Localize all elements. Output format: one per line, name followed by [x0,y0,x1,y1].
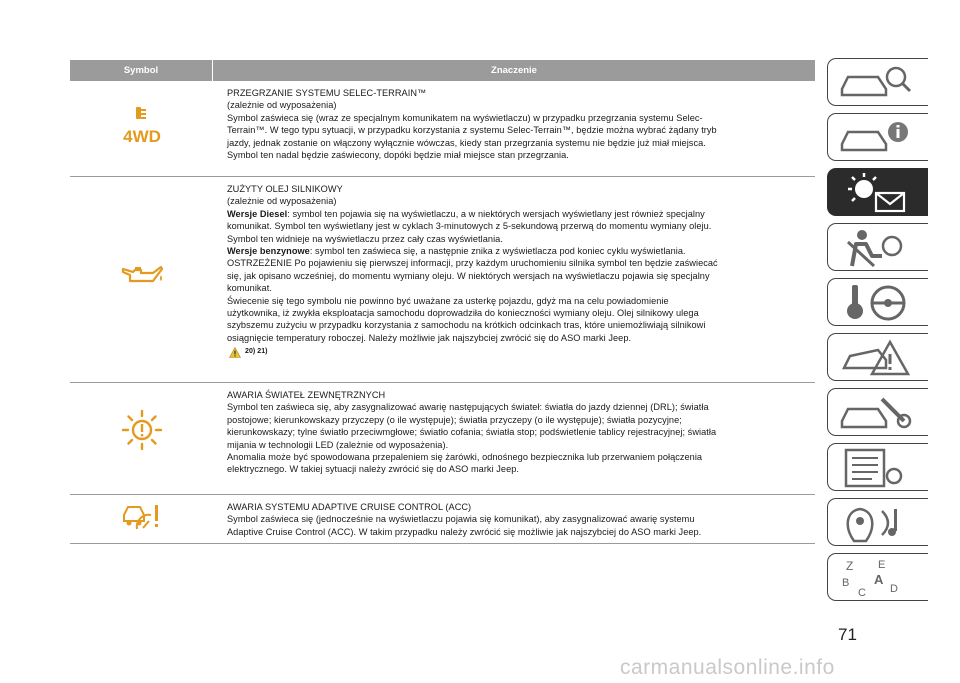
table-row [70,495,815,544]
row-text: użytkownika, iż zwykła eksploatacja samochodu doprowadziła do konieczności wymiany oleju. Olej silnikowy ulega [227,308,699,319]
row-text: Anomalia może być spowodowana przepaleniem się żarówki, odnośnego bezpiecznika lub przerwaniem połączenia [227,452,703,463]
row-text: jazdy, jednak zostanie on włączony wyłącznie wówczas, kiedy stan przegrzania systemu nie będzie już miał miejsca. [227,137,706,148]
specifications-list-icon [838,446,918,490]
row-text: mijania w technologii LED (zależnie od wyposażenia). [227,439,449,450]
row-text: Symbol zaświeca się (jednocześnie na wyświetlaczu pojawia się komunikat), aby zasygnalizować awarię systemu [227,514,695,525]
tab-index[interactable] [827,553,928,601]
row-text: OSTRZEŻENIE Po pojawieniu się pierwszej informacji, przy każdym uruchomieniu silnika symbol ten będzie zaświecać [227,258,718,269]
row-title: ZUŻYTY OLEJ SILNIKOWY [227,184,343,194]
description-cell [213,495,815,543]
row-text: elektrycznego. W takiej sytuacji należy zwrócić się do ASO marki Jeep. [227,464,519,475]
table-row [70,81,815,177]
row-title: AWARIA SYSTEMU ADAPTIVE CRUISE CONTROL (ACC) [227,502,472,512]
row-text: Symbol zaświeca się (wraz ze specjalnym komunikatem na wyświetlaczu) w przypadku przegrzania systemu Selec- [227,112,703,123]
4wd-selec-terrain-warning-icon [117,106,167,150]
car-wrench-icon [838,391,918,435]
petrol-label: Wersje benzynowe [227,246,310,257]
watermark: carmanualsonline.info [620,656,835,679]
row-text: (zależnie od wyposażenia) [227,100,337,111]
warning-references [227,346,809,358]
row-title: AWARIA ŚWIATEŁ ZEWNĘTRZNYCH [227,390,386,400]
oil-can-icon [120,261,164,289]
symbol-cell [70,81,213,176]
table-row [70,383,815,495]
header-description: Znaczenie [491,65,537,76]
alphabetical-index-icon [838,556,918,600]
description-cell [213,81,815,176]
row-title: PRZEGRZANIE SYSTEMU SELEC-TERRAIN™ [227,88,427,98]
row-text: Świecenie się tego symbolu nie powinno być uważane za usterkę pojazdu, gdyż ma na celu powiadomienie [227,295,669,306]
svg-text:Z: Z [846,559,854,573]
adaptive-cruise-control-failure-icon [121,501,163,531]
exterior-light-failure-icon [120,408,164,452]
multimedia-navigation-icon [838,501,918,545]
tab-technical-specifications[interactable] [827,443,928,491]
header-symbol: Symbol [70,60,213,81]
diesel-label: Wersje Diesel [227,208,288,219]
row-text: Symbol ten zaświeca się, aby zasygnalizować awarię następujących świateł: światła do jazdy dziennej (DRL); światła [227,402,709,413]
chapter-navigation [827,58,928,608]
row-text: Adaptive Cruise Control (ACC). W takim przypadku należy zwrócić się możliwie jak najszybciej do ASO marki Jeep. [227,526,702,537]
tab-safety[interactable] [827,223,928,271]
row-text: postojowe; kierunkowskazy przyczepy (o ile występuje); światła przyczepy (o ile występuje); światła pozycyjne; [227,414,682,425]
row-text: szybszemu zużyciu w przypadku korzystania z samochodu na krótkich odcinkach tras, które uniemożliwiają silnikowi [227,320,706,331]
car-info-icon [838,116,918,160]
svg-text:A: A [874,572,884,587]
row-text: kierunkowskazy; tylne światło przeciwmgłowe; światło cofania; światła stop; podświetlenie tablicy rejestracyjnej; światła [227,427,717,438]
description-cell [213,177,815,382]
symbol-cell [70,383,213,494]
table-row [70,177,815,383]
key-steering-wheel-icon [838,281,918,325]
row-text: (zależnie od wyposażenia) [227,196,337,207]
description-cell [213,383,815,494]
row-text: osiągnięcie temperatury roboczej. Należy możliwie jak najszybciej zwrócić się do ASO marki Jeep. [227,332,632,343]
row-text: Terrain™. W tego typu sytuacji, w przypadku korzystania z systemu Selec-Terrain™, będzie można wybrać żądany tryb [227,125,717,136]
row-text: komunikat. Symbol ten wyświetlany jest w cyklach 3-minutowych z 5-sekundową przerwą do momentu wymiany oleju. [227,221,712,232]
svg-text:C: C [858,587,866,599]
tab-warning-lights[interactable] [827,168,928,216]
tab-starting-driving[interactable] [827,278,928,326]
tab-instrument-panel[interactable] [827,113,928,161]
tab-getting-to-know-car[interactable] [827,58,928,106]
airbag-seat-icon [838,226,918,270]
svg-text:B: B [842,577,850,589]
warning-light-message-icon [838,171,918,215]
row-text: Symbol ten nadal będzie zaświecony, dopóki będzie miał miejsce stan przegrzania. [227,150,569,161]
row-text: Wersje Diesel: symbol ten pojawia się na wyświetlaczu, a w niektórych wersjach wyświetlany jest również specjalny [227,208,705,219]
tab-multimedia[interactable] [827,498,928,546]
row-text: Wersje benzynowe: symbol ten zaświeca się, a następnie znika z wyświetlacza pod koniec cyklu wyświetlania. [227,246,686,257]
symbol-cell [70,495,213,543]
tab-in-an-emergency[interactable] [827,333,928,381]
table-header [70,60,815,81]
car-crash-warning-icon [838,336,918,380]
row-text: Symbol ten widnieje na wyświetlaczu przez cały czas wyświetlania. [227,233,503,244]
warning-triangle-icon [229,347,241,358]
reference-numbers: 20) 21) [245,348,268,356]
svg-text:4WD: 4WD [122,127,161,146]
svg-text:D: D [890,583,898,595]
tab-servicing-maintenance[interactable] [827,388,928,436]
warning-lights-table [70,60,815,544]
row-text: komunikat. [227,283,272,294]
svg-text:E: E [878,559,886,571]
row-text: się, jak opisano wcześniej, do momentu wymiany oleju. W niektórych wersjach na wyświetlaczu pojawia się specjalny [227,270,710,281]
page-number: 71 [838,625,857,644]
symbol-cell [70,177,213,382]
car-search-icon [838,61,918,105]
